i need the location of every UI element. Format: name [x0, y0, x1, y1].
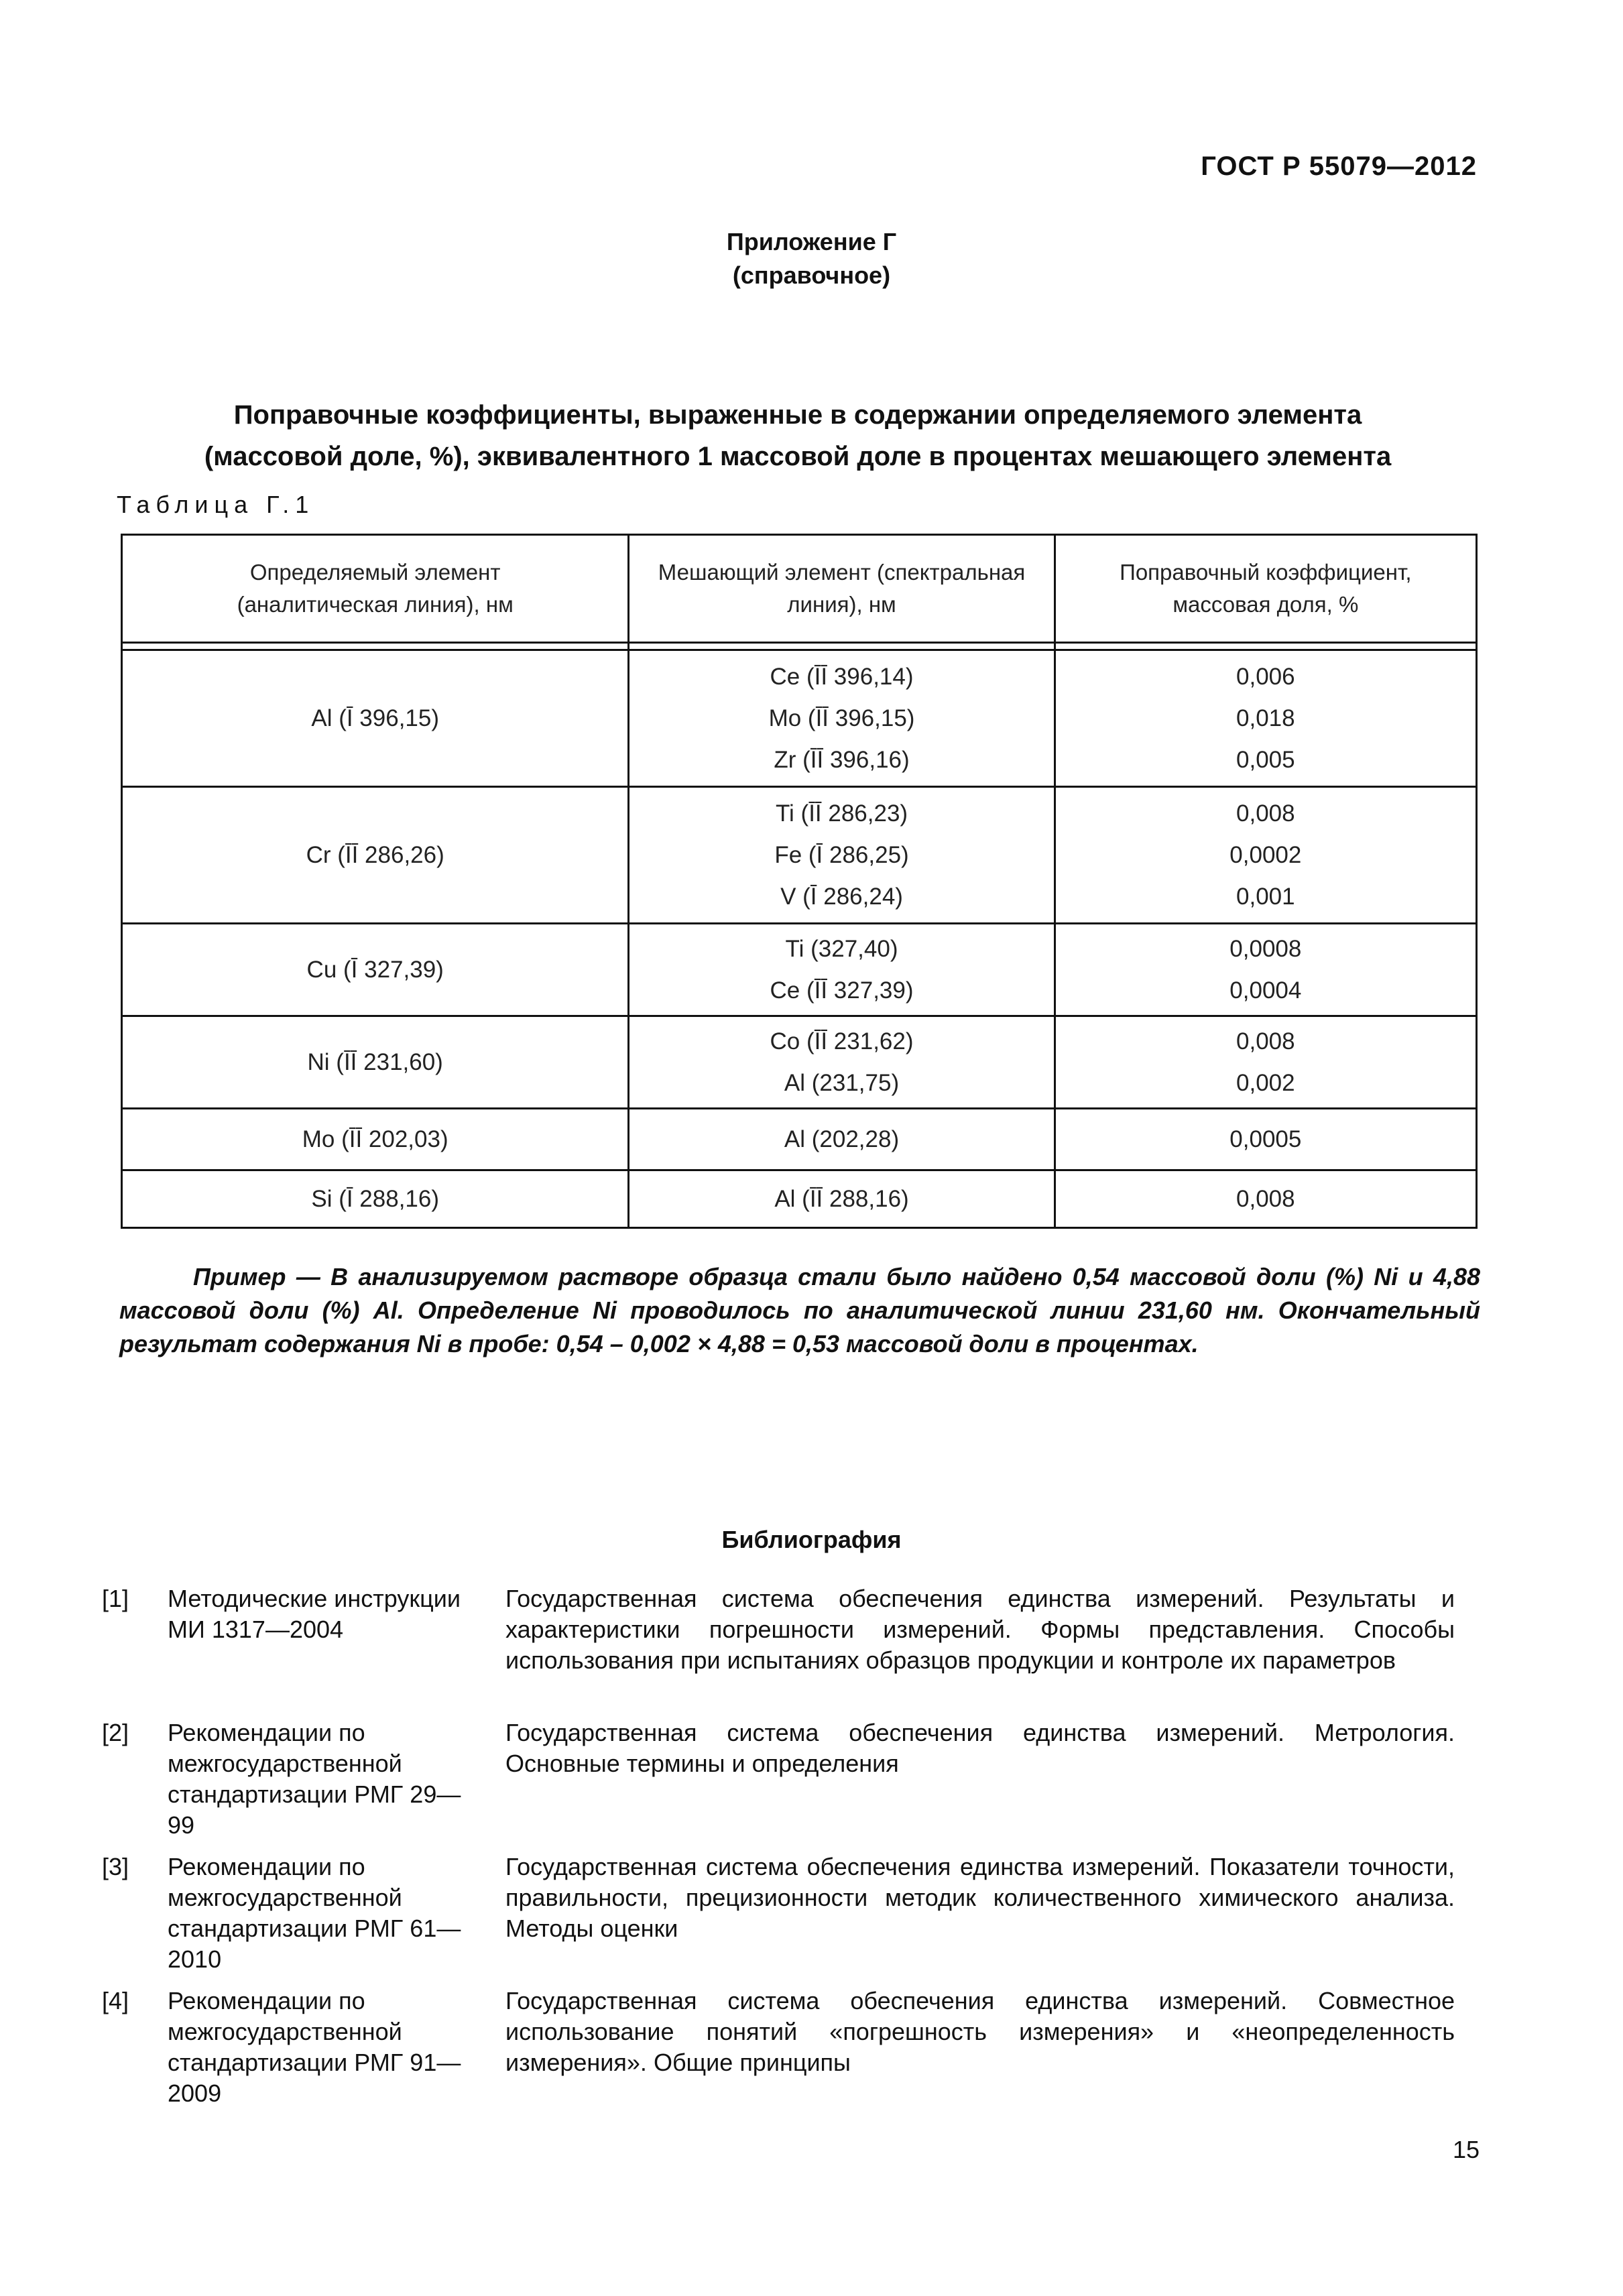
determined-element-cell: Ni (ĪĪ 231,60): [122, 1016, 629, 1109]
coefficient-value: 0,018: [1236, 705, 1295, 731]
interferer-cell: [629, 1016, 1055, 1109]
table-row: [122, 924, 1477, 1016]
bib-entry-source: Рекомендации по межгосударственной стандартизации РМГ 29—99: [168, 1719, 461, 1839]
header-text: Мешающий элемент (спектральная: [658, 560, 1026, 585]
interferer-value: Ce (ĪĪ 327,39): [770, 977, 914, 1004]
table-header-row: [122, 535, 1477, 643]
bib-entry-text: Государственная система обеспечения единства измерений. Совместное использование понятий «погрешность измерения» и «неопределенность измерения». Общие принципы: [505, 1987, 1455, 2076]
example-paragraph: Пример — В анализируемом растворе образца стали было найдено 0,54 массовой доли (%) Ni и 4,88 массовой доли (%) Al. Определение Ni проводилось по аналитической линии 231,60 нм. Окончательный результат содержания Ni в пробе: 0,54 – 0,002 × 4,88 = 0,53 массовой доли в процентах.: [119, 1263, 1480, 1357]
coefficient-value: 0,002: [1236, 1069, 1295, 1096]
interferer-value: Ti (ĪĪ 286,23): [775, 800, 908, 827]
page-number: 15: [1452, 2136, 1480, 2163]
interferer-cell: [629, 650, 1055, 787]
determined-element-cell: Mo (ĪĪ 202,03): [122, 1109, 629, 1170]
interferer-value: Al (231,75): [784, 1069, 900, 1096]
interferer-cell: Al (202,28): [629, 1109, 1055, 1170]
determined-element-cell: Cu (Ī 327,39): [122, 924, 629, 1016]
section-title-line-2: (массовой доле, %), эквивалентного 1 массовой доле в процентах мешающего элемента: [204, 442, 1392, 471]
coefficient-cell: 0,0005: [1055, 1109, 1476, 1170]
table-row: [122, 650, 1477, 787]
header-text: линия), нм: [787, 592, 896, 617]
table-row: [122, 787, 1477, 924]
coefficient-value: 0,001: [1236, 883, 1295, 910]
interferer-value: Co (ĪĪ 231,62): [770, 1028, 914, 1054]
interferer-value: Ce (ĪĪ 396,14): [770, 663, 914, 690]
header-separator: [122, 643, 1477, 650]
appendix-title: Приложение Г: [726, 228, 897, 255]
table-label: Таблица Г.1: [117, 491, 315, 518]
interferer-value: Mo (ĪĪ 396,15): [768, 705, 915, 731]
bib-entry-number: [3]: [102, 1853, 129, 1880]
bibliography-title: Библиография: [721, 1526, 902, 1553]
coefficient-cell: [1055, 650, 1476, 787]
bib-entry-source: Рекомендации по межгосударственной стандартизации РМГ 91—2009: [168, 1987, 461, 2107]
interferer-cell: [629, 787, 1055, 924]
bib-entry-text: Государственная система обеспечения единства измерений. Результаты и характеристики погрешности измерений. Формы представления. Способы использования при испытаниях образцов продукции и контроле их параметров: [505, 1585, 1455, 1674]
coefficient-cell: [1055, 1016, 1476, 1109]
bib-entry-source: Рекомендации по межгосударственной стандартизации РМГ 61—2010: [168, 1853, 461, 1973]
coefficient-cell: [1055, 787, 1476, 924]
interferer-value: Fe (Ī 286,25): [774, 841, 909, 868]
coefficient-cell: 0,008: [1055, 1170, 1476, 1228]
coefficient-cell: [1055, 924, 1476, 1016]
interferer-value: Ti (327,40): [785, 935, 898, 962]
coefficient-value: 0,006: [1236, 663, 1295, 690]
bib-entry-number: [1]: [102, 1585, 129, 1612]
header-correction-coefficient: [1055, 535, 1476, 643]
coefficient-value: 0,0004: [1229, 977, 1302, 1004]
bib-entry-text: Государственная система обеспечения единства измерений. Метрология. Основные термины и определения: [505, 1719, 1455, 1777]
table-row: [122, 1170, 1477, 1228]
interferer-cell: [629, 924, 1055, 1016]
section-title-line-1: Поправочные коэффициенты, выраженные в содержании определяемого элемента: [233, 400, 1362, 430]
interferer-value: Zr (ĪĪ 396,16): [774, 746, 910, 773]
document-code: ГОСТ Р 55079—2012: [1201, 152, 1477, 181]
interferer-cell: Al (ĪĪ 288,16): [629, 1170, 1055, 1228]
appendix-subtitle: (справочное): [732, 261, 891, 289]
coefficient-value: 0,008: [1236, 1028, 1295, 1054]
determined-element-cell: Cr (ĪĪ 286,26): [122, 787, 629, 924]
header-text: Определяемый элемент: [249, 560, 501, 585]
coefficient-value: 0,008: [1236, 800, 1295, 827]
coefficient-value: 0,005: [1236, 746, 1295, 773]
bib-entry-number: [2]: [102, 1719, 129, 1746]
table-row: [122, 1109, 1477, 1170]
determined-element-cell: Al (Ī 396,15): [122, 650, 629, 787]
interferer-value: V (Ī 286,24): [780, 883, 903, 910]
section-title: [114, 394, 1482, 477]
coefficient-value: 0,0008: [1229, 935, 1302, 962]
bib-entry-text: Государственная система обеспечения единства измерений. Показатели точности, правильности, прецизионности методик количественного химического анализа. Методы оценки: [505, 1853, 1455, 1942]
header-text: (аналитическая линия), нм: [237, 592, 514, 617]
coefficient-value: 0,0002: [1229, 841, 1302, 868]
determined-element-cell: Si (Ī 288,16): [122, 1170, 629, 1228]
header-text: Поправочный коэффициент,: [1120, 560, 1412, 585]
header-text: массовая доля, %: [1173, 592, 1359, 617]
header-interfering-element: [629, 535, 1055, 643]
bib-entry-source: Методические инструкции МИ 1317—2004: [168, 1585, 461, 1643]
table-row: [122, 1016, 1477, 1109]
correction-coefficients-table: [121, 534, 1478, 1229]
header-determined-element: [122, 535, 629, 643]
appendix-heading: [0, 225, 1623, 292]
bib-entry-number: [4]: [102, 1987, 129, 2014]
